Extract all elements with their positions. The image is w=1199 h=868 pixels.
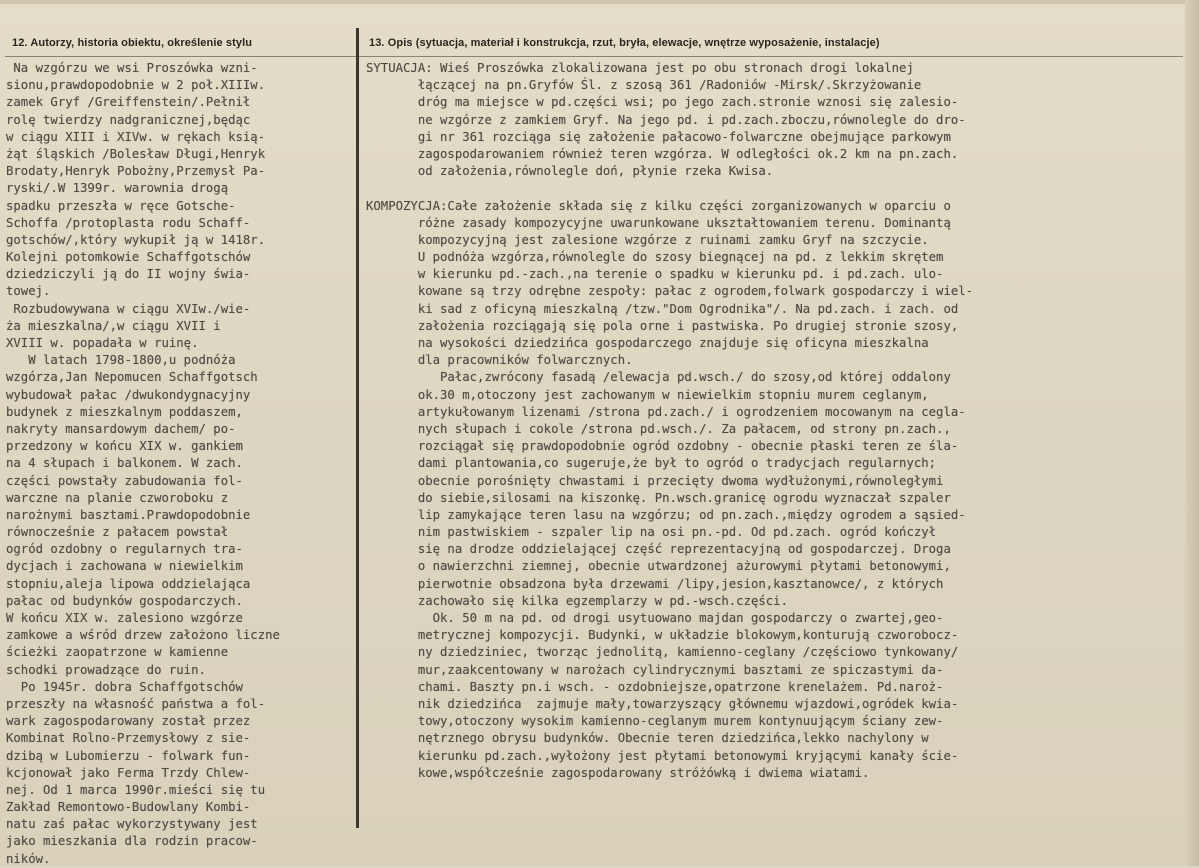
history-text-line: Na wzgórzu we wsi Proszówka wzni- [6,61,258,75]
history-text-line: Brodaty,Henryk Pobożny,Przemysł Pa- [6,164,266,179]
history-text-line: ogród ozdobny o regularnych tra- [6,542,243,557]
description-text-line: kowe,współcześnie zagospodarowany stróżówką i dwiema wiatami. [366,765,870,780]
description-text-line: nik dziedzińca zajmuje mały,towarzyszący głównemu wjazdowi,ogródek kwia- [366,696,959,711]
description-text-line: w kierunku pd.-zach.,na terenie o spadku w kierunku pd. i pd.zach. ulo- [366,267,944,282]
history-text-line: XVIII w. popadała w ruinę. [6,336,199,350]
description-text-line: rozciągał się prawdopodobnie ogród ozdobny - obecnie płaski teren ze śla- [366,439,959,454]
description-text-line: nętrznego obrysu budynków. Obecnie teren dziedzińca,lekko nachylony w [366,731,929,746]
history-text-line: równocześnie z pałacem powstał [6,525,229,540]
history-text-line: ryski/.W 1399r. warownia drogą [6,181,229,196]
description-text-line: kowane są trzy odrębne zespoły: pałac z ogrodem,folwark gospodarczy i wiel- [366,284,974,299]
history-text-line: spadku przeszła w ręce Gotsche- [6,198,236,213]
history-text-line: Kolejni potomkowie Schaffgotschów [6,250,251,265]
history-text-line: żąt śląskich /Bolesław Długi,Henryk [6,146,266,161]
description-text-line: ki sad z oficyną mieszkalną /tzw."Dom Ogrodnika"/. Na pd.zach. i zach. od [366,301,959,316]
description-text-line: lip zamykające teren lasu na wzgórzu; od pn.zach.,między ogrodem a sąsied- [366,507,966,522]
history-text-line: pałac od budynków gospodarczych. [6,593,243,608]
history-text-line: Zakład Remontowo-Budowlany Kombi- [6,800,251,815]
history-text-line: kcjonował jako Ferma Trzdy Chlew- [6,765,251,780]
history-text-line: dycjach i zachowana w niewielkim [6,559,243,574]
description-text-line: o nawierzchni ziemnej, obecnie utwardzonej ażurowymi płytami betonowymi, [366,559,951,574]
description-text-line: mur,zaakcentowany w narożach cylindrycznymi basztami ze spiczastymi da- [366,662,944,677]
description-text-line: Ok. 50 m na pd. od drogi usytuowano majdan gospodarczy o zwartej,geo- [366,611,944,625]
description-text-line: kierunku pd.zach.,wyłożony jest płytami betonowymi kryjącymi kanały ście- [366,748,959,763]
history-text-line: dzibą w Lubomierzu - folwark fun- [6,748,251,763]
description-text-line: metrycznej kompozycji. Budynki, w układzie blokowym,konturują czworobocz- [366,628,959,643]
history-text-line: przeszły na własność państwa a fol- [6,696,266,711]
description-text-line: łączącej na pn.Gryfów Śl. z szosą 361 /Radoniów -Mirsk/.Skrzyżowanie [366,78,922,93]
description-text-line: różne zasady kompozycyjne uwarunkowane ukształtowaniem terenu. Dominantą [366,215,951,230]
history-text-line: natu zaś pałac wykorzystywany jest [6,817,258,832]
history-text-line: wark zagospodarowany został przez [6,714,251,729]
history-text-line: W latach 1798-1800,u podnóża [6,353,236,368]
history-text-line: Schoffa /protoplasta rodu Schaff- [6,215,251,230]
history-text-line: nej. Od 1 marca 1990r.mieści się tu [6,782,266,797]
description-text-line: nim pastwiskiem - szpaler lip na osi pn.-pd. Od pd.zach. ogród kończył [366,525,937,540]
history-text-line: sionu,prawdopodobnie w 2 poł.XIIIw. [6,78,266,93]
section-12-header: 12. Autorzy, historia obiektu, określenie stylu [12,37,253,49]
history-text-line: warczne na planie czworoboku z [6,490,229,505]
description-text-line: dami plantowania,co sugeruje,że był to ogród o tradycjach regularnych; [366,456,937,471]
history-text-line: ników. [6,851,51,866]
description-text-line: zagospodarowaniem również teren wzgórza. W odległości ok.2 km na pn.zach. [366,146,959,161]
history-text-line: wzgórza,Jan Nepomucen Schaffgotsch [6,370,258,385]
description-text-line: od założenia,równolegle doń, płynie rzeka Kwisa. [366,164,774,179]
description-text-line: SYTUACJA: Wieś Proszówka zlokalizowana jest po obu stronach drogi lokalnej [366,61,914,75]
history-text-line: rolę twierdzy nadgranicznej,będąc [6,112,251,127]
description-text-column [366,60,1188,780]
description-text-line: towy,otoczony wysokim kamienno-ceglanym murem kontynuującym ściany zew- [366,714,944,729]
column-divider [356,28,359,828]
description-text-line [366,180,1188,197]
description-text-line: pierwotnie obsadzona była drzewami /lipy,jesion,kasztanowce/, z których [366,576,944,591]
history-text-line: zamkowe a wśród drzew założono liczne [6,628,280,643]
description-text-line: gi nr 361 rozciąga się założenie pałacowo-folwarczne obejmujące parkowym [366,129,951,144]
description-text-line: na wysokości dziedzińca gospodarczego znajduje się oficyna mieszkalna [366,336,929,350]
history-text-line: w ciągu XIII i XIVw. w rękach ksią- [6,129,266,144]
history-text-line: ścieżki zaopatrzone w kamienne [6,645,229,660]
description-text-line: U podnóża wzgórza,równolegle do szosy biegnącej na pd. z lekkim skrętem [366,250,944,265]
history-text-line: stopniu,aleja lipowa oddzielająca [6,576,251,591]
description-text-line: chami. Baszty pn.i wsch. - ozdobniejsze,opatrzone krenelażem. Pd.naroż- [366,679,944,694]
description-text-line: ne wzgórze z zamkiem Gryf. Na jego pd. i pd.zach.zboczu,równolegle do dro- [366,112,966,127]
header-rule [5,56,1183,57]
history-text-line: Po 1945r. dobra Schaffgotschów [6,679,243,694]
description-text-line: do siebie,silosami na kiszonkę. Pn.wsch.granicę ogrodu wyznaczał szpaler [366,490,951,505]
history-text-line: narożnymi basztami.Prawdopodobnie [6,507,251,522]
description-text-line: Pałac,zwrócony fasadą /elewacja pd.wsch./ do szosy,od której oddalony [366,370,951,385]
history-text-line: przedzony w końcu XIX w. gankiem [6,439,243,454]
history-text-line: W końcu XIX w. zalesiono wzgórze [6,611,243,625]
history-text-line: nakryty mansardowym dachem/ po- [6,421,236,436]
history-text-line: części powstały zabudowania fol- [6,473,243,488]
description-text-line: artykułowanym lizenami /strona pd.zach./ i ogrodzeniem mocowanym na cegla- [366,404,966,419]
history-text-line: schodki prowadzące do ruin. [6,662,206,677]
history-text-column [6,60,356,866]
description-text-line: kompozycyjną jest zalesione wzgórze z ruinami zamku Gryf na szczycie. [366,232,929,247]
history-text-line: gotschów/,który wykupił ją w 1418r. [6,232,266,247]
history-text-line: jako mieszkania dla rodzin pracow- [6,834,258,849]
description-text-line: dróg ma miejsce w pd.części wsi; po jego zach.stronie wznosi się zalesio- [366,95,959,110]
history-text-line: Rozbudowywana w ciągu XVIw./wie- [6,301,251,316]
description-text-line: założenia rozciągają się pola orne i pastwiska. Po drugiej stronie szosy, [366,318,959,333]
history-text-line: dziedziczyli ją do II wojny świa- [6,267,251,282]
history-text-line: budynek z mieszkalnym poddaszem, [6,404,243,419]
section-13-header: 13. Opis (sytuacja, materiał i konstrukcja, rzut, bryła, elewacje, wnętrze wyposażenie, instalacje) [369,37,880,49]
history-text-line: ża mieszkalna/,w ciągu XVII i [6,318,221,333]
description-text-line: zachowało się kilka egzemplarzy w pd.-wsch.części. [366,593,788,608]
history-text-line: wybudował pałac /dwukondygnacyjny [6,387,251,402]
description-text-line: nych słupach i cokole /strona pd.wsch./. Za pałacem, od strony pn.zach., [366,421,951,436]
description-text-line: dla pracowników folwarcznych. [366,353,633,368]
description-text-line: się na drodze oddzielającej część reprezentacyjną od gospodarczej. Droga [366,542,951,557]
description-text-line: ok.30 m,otoczony jest zachowanym w niewielkim stopniu murem ceglanym, [366,387,929,402]
paper-top-edge [0,0,1199,4]
history-text-line: towej. [6,284,51,299]
description-text-line: obecnie porośnięty chwastami i przecięty dwoma wydłużonymi,równoległymi [366,473,944,488]
description-text-line: ny dziedziniec, tworząc jednolitą, kamienno-ceglany /częściowo tynkowany/ [366,645,959,660]
history-text-line: na 4 słupach i balkonem. W zach. [6,456,243,471]
history-text-line: Kombinat Rolno-Przemysłowy z sie- [6,731,251,746]
description-text-line: KOMPOZYCJA:Całe założenie składa się z kilku części zorganizowanych w oparciu o [366,198,951,213]
history-text-line: zamek Gryf /Greiffenstein/.Pełnił [6,95,251,110]
